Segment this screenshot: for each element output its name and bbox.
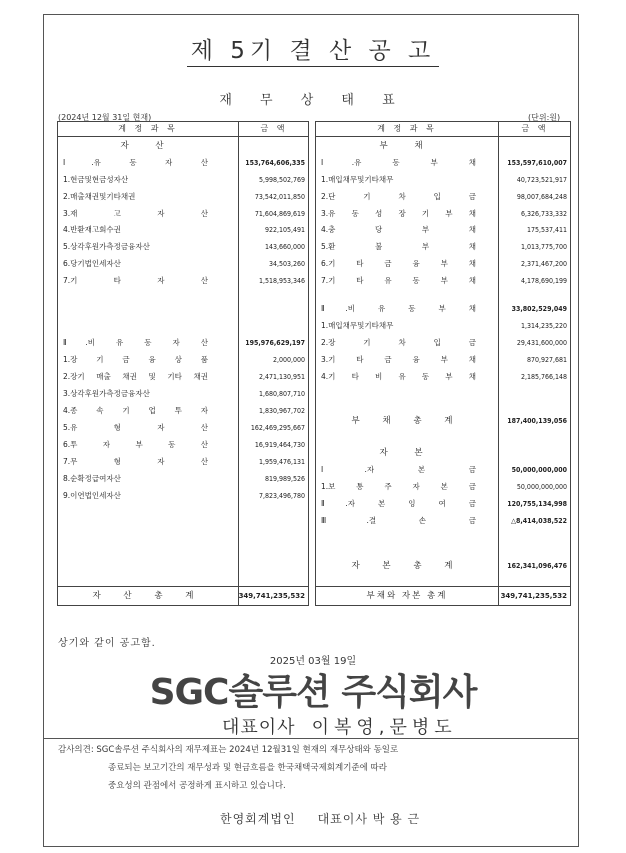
table-row (316, 223, 570, 237)
row-label: 1.현금및현금성자산 (63, 175, 129, 184)
row-value: 120,755,134,998 (507, 500, 567, 508)
row-value: 71,604,869,619 (254, 210, 305, 218)
row-value: 33,802,529,049 (511, 305, 567, 313)
table-row (316, 190, 570, 204)
as-of-date: (2024년 12월 31일 현재) (58, 113, 152, 122)
row-label: 3.유 동 성 장 기 부 채 (321, 209, 476, 218)
row-value: 2,371,467,200 (520, 260, 567, 268)
table-row (316, 480, 570, 494)
row-value: 5,998,502,769 (258, 176, 305, 184)
equity-total-value: 162,341,096,476 (507, 562, 567, 570)
auditor-firm: 한영회계법인 (220, 812, 296, 826)
table-row (58, 223, 308, 237)
row-label: 1.장 기 금 융 상 품 (63, 355, 208, 364)
row-value: 922,105,491 (264, 226, 305, 234)
row-value: 175,537,411 (526, 226, 567, 234)
row-value: 16,919,464,730 (254, 441, 305, 449)
divider (43, 738, 579, 739)
liabilities-total-row (316, 412, 570, 430)
row-label: 5.상각후원가측정금융자산 (63, 242, 150, 251)
rep-names: 이복영,문병도 (311, 717, 457, 738)
account-header: 계 정 과 목 (377, 124, 437, 133)
rep-label: 대표이사 (222, 717, 296, 738)
row-label: 4.반환재고회수권 (63, 225, 121, 234)
row-label: 2.장 기 차 입 금 (321, 338, 476, 347)
table-row (58, 190, 308, 204)
table-row (58, 472, 308, 486)
table-row (58, 173, 308, 187)
table-row (58, 207, 308, 221)
assets-total-row (58, 586, 308, 605)
row-label: Ⅱ.비 유 동 부 채 (321, 304, 476, 313)
equity-total-label: 자 본 총 계 (351, 561, 463, 571)
section-equity (316, 446, 570, 460)
row-label: Ⅲ.결 손 금 (321, 516, 476, 525)
audit-line-2: 종료되는 보고기간의 재무성과 및 현금흐름을 한국채택국제회계기준에 따라 (108, 763, 387, 773)
table-row (316, 156, 570, 170)
row-label: 6.기 타 금 융 부 채 (321, 259, 476, 268)
account-header: 계 정 과 목 (118, 124, 178, 133)
audit-opinion (58, 741, 398, 795)
row-value: 29,431,600,000 (516, 339, 567, 347)
row-label: 6.투 자 부 동 산 (63, 440, 208, 449)
table-row (316, 173, 570, 187)
row-label: 7.무 형 자 산 (63, 457, 208, 466)
row-label: 4.충 당 부 채 (321, 225, 476, 234)
statement-title: 재 무 상 태 표 (219, 93, 407, 108)
amount-header: 금 액 (238, 122, 309, 136)
row-value: 153,597,610,007 (507, 159, 567, 167)
notice-text: 상기와 같이 공고함. (58, 638, 156, 649)
row-label: Ⅰ.유 동 자 산 (63, 158, 208, 167)
notice-date: 2025년 03월 19일 (269, 656, 357, 667)
row-value: 1,314,235,220 (520, 322, 567, 330)
row-label: 5.유 형 자 산 (63, 423, 208, 432)
table-row (316, 274, 570, 288)
table-row (316, 336, 570, 350)
table-row (58, 455, 308, 469)
table-row (58, 370, 308, 384)
row-label: 1.매입채무및기타채무 (321, 321, 394, 330)
auditor (220, 810, 420, 827)
section-label: 자 본 (379, 448, 435, 458)
row-value: 4,178,690,199 (520, 277, 567, 285)
total-label: 자 산 총 계 (92, 591, 204, 601)
row-label: 4.기 타 비 유 동 부 채 (321, 372, 476, 381)
row-value: 870,927,681 (526, 356, 567, 364)
unit-label: (단위:원) (528, 113, 561, 122)
row-label: 1.매입채무및기타채무 (321, 175, 394, 184)
table-row (58, 336, 308, 350)
row-value: 98,007,684,248 (516, 193, 567, 201)
table-row (316, 370, 570, 384)
table-row (316, 463, 570, 477)
row-value: 2,000,000 (272, 356, 305, 364)
grand-total-row (316, 586, 570, 605)
company-name: SGC솔루션 주식회사 (149, 672, 477, 713)
table-row (316, 319, 570, 333)
row-value: 1,959,476,131 (258, 458, 305, 466)
row-label: Ⅱ.비 유 동 자 산 (63, 338, 208, 347)
auditor-rep: 대표이사 박 용 근 (317, 812, 421, 826)
table-row (316, 207, 570, 221)
row-value: 6,326,733,332 (520, 210, 567, 218)
table-row (316, 240, 570, 254)
row-label: 2.매출채권및기타채권 (63, 192, 136, 201)
table-row (58, 240, 308, 254)
liab-total-value: 187,400,139,056 (507, 417, 567, 425)
table-row (58, 353, 308, 367)
row-value: 1,518,953,346 (258, 277, 305, 285)
page-title: 제 5기 결 산 공 고 (0, 32, 626, 65)
row-label: 1.보 통 주 자 본 금 (321, 482, 476, 491)
table-row (316, 302, 570, 316)
row-label: Ⅰ.유 동 부 채 (321, 158, 476, 167)
row-value: 7,823,496,780 (258, 492, 305, 500)
table-row (58, 387, 308, 401)
grand-total-label: 부채와 자본 총계 (366, 591, 448, 601)
table-row (58, 421, 308, 435)
row-label: 2.단 기 차 입 금 (321, 192, 476, 201)
row-label: 6.당기법인세자산 (63, 259, 121, 268)
table-row (58, 404, 308, 418)
row-value: 819,989,526 (264, 475, 305, 483)
row-label: 3.기 타 금 융 부 채 (321, 355, 476, 364)
audit-line-3: 중요성의 관점에서 공정하게 표시하고 있습니다. (108, 781, 286, 791)
table-header (58, 122, 308, 137)
row-value: 153,764,606,335 (245, 159, 305, 167)
table-row (58, 274, 308, 288)
liab-total-label: 부 채 총 계 (351, 416, 463, 426)
liabilities-equity-table (315, 121, 571, 606)
row-label: 7.기 타 자 산 (63, 276, 208, 285)
row-value: 195,976,629,197 (245, 339, 305, 347)
row-value: 162,469,295,667 (250, 424, 305, 432)
representative (222, 713, 457, 739)
table-row (58, 489, 308, 503)
row-label: 9.이연법인세자산 (63, 491, 121, 500)
row-value: 73,542,011,850 (254, 193, 305, 201)
row-value: 1,680,807,710 (258, 390, 305, 398)
row-value: 50,000,000,000 (511, 466, 567, 474)
row-value: 1,830,967,702 (258, 407, 305, 415)
table-row (58, 156, 308, 170)
row-label: 3.상각후원가측정금융자산 (63, 389, 150, 398)
equity-total-row (316, 557, 570, 575)
table-row (316, 257, 570, 271)
row-value: 40,723,521,917 (516, 176, 567, 184)
section-liabilities (316, 139, 570, 153)
row-value: △8,414,038,522 (511, 517, 567, 525)
row-value: 1,013,775,700 (520, 243, 567, 251)
row-value: 50,000,000,000 (516, 483, 567, 491)
table-row (316, 514, 570, 528)
row-value: 143,660,000 (264, 243, 305, 251)
section-label: 자 산 (120, 141, 176, 151)
row-label: 8.순확정급여자산 (63, 474, 121, 483)
assets-table (57, 121, 309, 606)
table-row (316, 497, 570, 511)
row-label: 2.장기 매출 채권 및 기타 채권 (63, 372, 208, 381)
table-header (316, 122, 570, 137)
grand-total-value: 349,741,235,532 (500, 592, 567, 600)
row-label: Ⅰ.자 본 금 (321, 465, 476, 474)
row-label: 3.재 고 자 산 (63, 209, 208, 218)
row-label: Ⅱ.자 본 잉 여 금 (321, 499, 476, 508)
total-value: 349,741,235,532 (238, 592, 305, 600)
section-assets (58, 139, 308, 153)
row-label: 7.기 타 유 동 부 채 (321, 276, 476, 285)
table-row (58, 257, 308, 271)
table-row (316, 353, 570, 367)
row-value: 2,471,130,951 (258, 373, 305, 381)
audit-line-1: 감사의견: SGC솔루션 주식회사의 재무제표는 2024년 12월31일 현재의 재무상태와 동일로 (58, 745, 399, 755)
row-value: 2,185,766,148 (520, 373, 567, 381)
section-label: 부 채 (379, 141, 435, 151)
row-label: 5.환 불 부 채 (321, 242, 476, 251)
row-value: 34,503,260 (268, 260, 305, 268)
amount-header: 금 액 (498, 122, 571, 136)
table-row (58, 438, 308, 452)
row-label: 4.종 속 기 업 투 자 (63, 406, 208, 415)
